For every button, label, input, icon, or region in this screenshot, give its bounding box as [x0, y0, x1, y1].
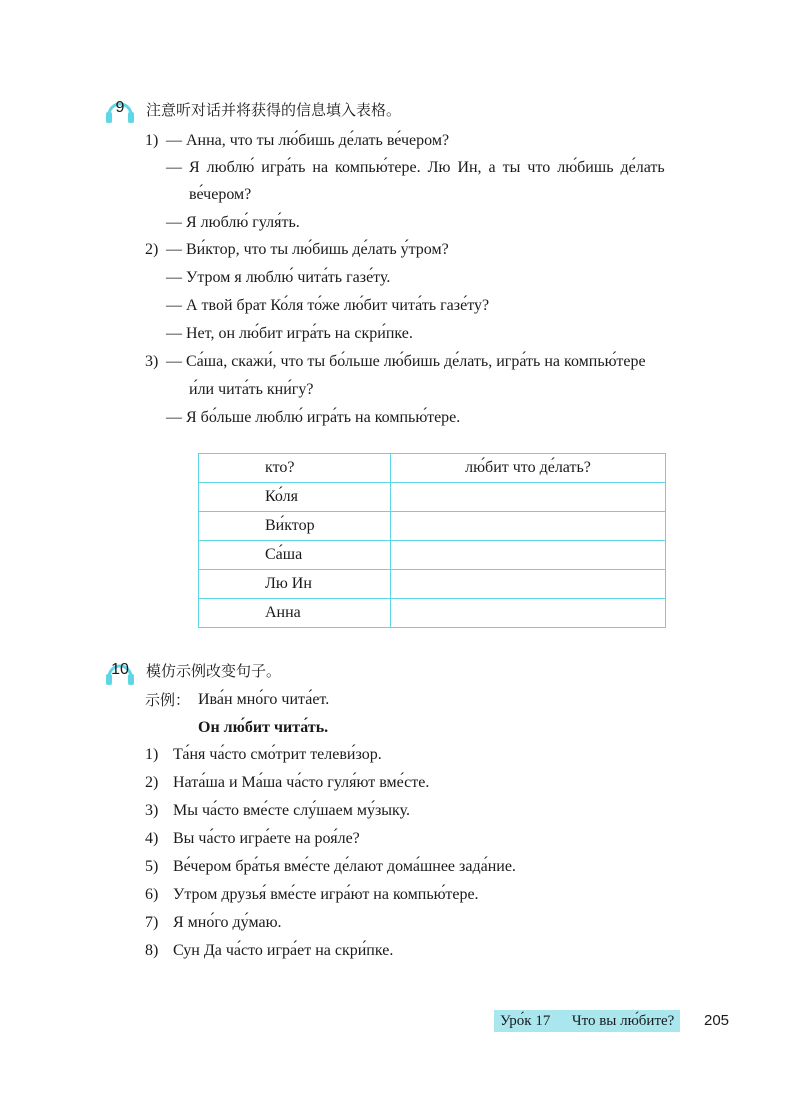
item-text: Утром друзья́ вме́сте игра́ют на компью́тере. — [173, 886, 479, 903]
task-9-title: 注意听对话并将获得的信息填入表格。 — [146, 101, 402, 119]
exercise-item — [145, 913, 282, 933]
dialogue-2-label: 2) — [145, 241, 159, 258]
table-cell-answer[interactable] — [391, 599, 666, 628]
table-row — [199, 599, 666, 628]
lesson-title: Что вы лю́бите? — [571, 1013, 675, 1029]
item-text: Ве́чером бра́тья вме́сте де́лают дома́шнее зада́ние. — [173, 858, 516, 875]
dialogue-line: ве́чером? — [189, 186, 252, 203]
example-line-1: Ива́н мно́го чита́ет. — [198, 691, 330, 708]
item-label: 4) — [145, 830, 159, 847]
example-line-2: Он лю́бит чита́ть. — [198, 719, 329, 736]
item-text: Мы ча́сто вме́сте слу́шаем му́зыку. — [173, 802, 410, 819]
task-10-headphones-icon — [103, 655, 137, 689]
item-text: Я мно́го ду́маю. — [173, 914, 282, 931]
task-number: 10 — [111, 661, 129, 678]
dialogue-line: — Нет, он лю́бит игра́ть на скри́пке. — [166, 325, 413, 342]
item-text: Сун Да ча́сто игра́ет на скри́пке. — [173, 942, 394, 959]
item-label: 7) — [145, 914, 159, 931]
table-cell-answer[interactable] — [391, 512, 666, 541]
example-label: 示例： — [145, 691, 191, 709]
table-row — [199, 570, 666, 599]
table-row — [199, 483, 666, 512]
task-9-headphones-icon — [103, 93, 137, 127]
task-number: 9 — [115, 99, 125, 116]
lesson-footer — [494, 1010, 680, 1032]
page-number: 205 — [704, 1012, 730, 1029]
exercise-item — [145, 773, 429, 793]
header-who: кто? — [199, 454, 391, 483]
lesson-number: Уро́к 17 — [500, 1013, 551, 1029]
dialogue-line: — Я бо́льше люблю́ игра́ть на компью́тере. — [166, 409, 461, 426]
item-label: 3) — [145, 802, 159, 819]
exercise-item — [145, 745, 382, 765]
dialogue-1-label: 1) — [145, 132, 159, 149]
table-cell-name: Ко́ля — [199, 483, 391, 512]
item-label: 5) — [145, 858, 159, 875]
table-row — [199, 512, 666, 541]
table-row — [199, 541, 666, 570]
dialogue-3-label: 3) — [145, 353, 159, 370]
dialogue-line: — Са́ша, скажи́, что ты бо́льше лю́бишь де́лать, игра́ть на компью́тере — [166, 353, 646, 370]
dialogue-line: — Утром я люблю́ чита́ть газе́ту. — [166, 269, 391, 286]
table-cell-answer[interactable] — [391, 541, 666, 570]
dialogue-line: — А твой брат Ко́ля то́же лю́бит чита́ть газе́ту? — [166, 297, 490, 314]
exercise-item — [145, 801, 410, 821]
task-10-title: 模仿示例改变句子。 — [146, 662, 282, 680]
table-header-row — [199, 454, 666, 483]
table-cell-name: Са́ша — [199, 541, 391, 570]
dialogue-line: — Я люблю́ игра́ть на компью́тере. Лю Ин, а ты что лю́бишь де́лать — [166, 159, 665, 176]
dialogue-line: — Я люблю́ гуля́ть. — [166, 214, 300, 231]
item-label: 1) — [145, 746, 159, 763]
item-text: Ната́ша и Ма́ша ча́сто гуля́ют вме́сте. — [173, 774, 430, 791]
item-label: 6) — [145, 886, 159, 903]
table-cell-name: Лю Ин — [199, 570, 391, 599]
item-label: 2) — [145, 774, 159, 791]
item-text: Вы ча́сто игра́ете на роя́ле? — [173, 830, 360, 847]
exercise-item — [145, 829, 360, 849]
dialogue-line: — Ви́ктор, что ты лю́бишь де́лать у́тром? — [166, 241, 449, 258]
exercise-item — [145, 941, 393, 961]
dialogue-line: — Анна, что ты лю́бишь де́лать ве́чером? — [166, 132, 450, 149]
table-cell-name: Ви́ктор — [199, 512, 391, 541]
dialogue-line: и́ли чита́ть кни́гу? — [189, 381, 314, 398]
header-likes: лю́бит что де́лать? — [391, 454, 666, 483]
info-table — [198, 453, 666, 628]
table-cell-name: Анна — [199, 599, 391, 628]
item-label: 8) — [145, 942, 159, 959]
exercise-item — [145, 885, 479, 905]
item-text: Та́ня ча́сто смо́трит телеви́зор. — [173, 746, 382, 763]
table-cell-answer[interactable] — [391, 570, 666, 599]
table-cell-answer[interactable] — [391, 483, 666, 512]
exercise-item — [145, 857, 516, 877]
